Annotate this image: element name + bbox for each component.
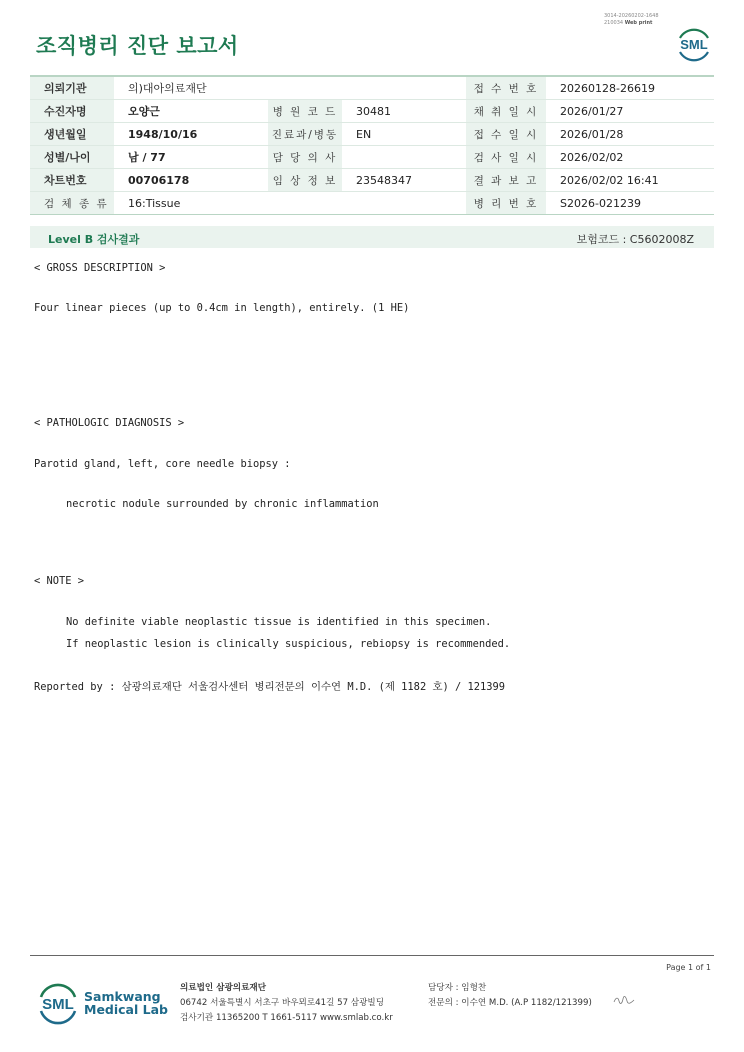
insurance-code: 보험코드 : C5602008Z bbox=[576, 233, 694, 246]
value-patient-name: 오양근 bbox=[114, 100, 268, 123]
note-heading: < NOTE > bbox=[34, 575, 85, 587]
diagnosis-text: necrotic nodule surrounded by chronic inflammation bbox=[66, 498, 379, 510]
print-id bbox=[604, 13, 684, 27]
value-sex-age: 남 / 77 bbox=[114, 146, 268, 169]
label-hospital-code: 병 원 코 드 bbox=[268, 100, 342, 123]
value-clinical-info: 23548347 bbox=[342, 169, 466, 192]
patient-info-table bbox=[30, 75, 714, 215]
reported-by: Reported by : 삼광의료재단 서울검사센터 병리전문의 이수연 M.D. (제 1182 호) / 121399 bbox=[34, 681, 506, 693]
value-result-report: 2026/02/02 16:41 bbox=[546, 169, 714, 192]
footer-staff-block bbox=[428, 981, 592, 1011]
print-id-line1: 3014-20260202-1648 bbox=[604, 13, 659, 19]
signature-icon bbox=[613, 995, 635, 1005]
logo-text: SML bbox=[680, 37, 708, 52]
gross-heading: < GROSS DESCRIPTION > bbox=[34, 262, 166, 274]
label-result-report: 결 과 보 고 bbox=[466, 169, 546, 192]
level-bar bbox=[30, 226, 714, 248]
sml-footer-logo-icon bbox=[36, 981, 80, 1025]
gross-text: Four linear pieces (up to 0.4cm in length), entirely. (1 HE) bbox=[34, 302, 410, 314]
label-chart-number: 차트번호 bbox=[30, 169, 114, 192]
value-collection-date: 2026/01/27 bbox=[546, 100, 714, 123]
value-chart-number: 00706178 bbox=[114, 169, 268, 192]
value-department: EN bbox=[342, 123, 466, 146]
diagnosis-heading: < PATHOLOGIC DIAGNOSIS > bbox=[34, 417, 185, 429]
page-number: Page 1 of 1 bbox=[666, 963, 711, 972]
value-receipt-number: 20260128-26619 bbox=[546, 76, 714, 100]
value-test-date: 2026/02/02 bbox=[546, 146, 714, 169]
brand-line2: Medical Lab bbox=[84, 1002, 168, 1017]
staff1-label: 담당자 : bbox=[428, 983, 459, 993]
report-title: 조직병리 진단 보고서 bbox=[36, 34, 239, 58]
info-row bbox=[30, 123, 714, 146]
footer-org: 의료법인 삼광의료재단 bbox=[180, 983, 267, 993]
label-collection-date: 채 취 일 시 bbox=[466, 100, 546, 123]
diagnosis-site: Parotid gland, left, core needle biopsy : bbox=[34, 458, 291, 470]
info-row bbox=[30, 169, 714, 192]
label-specimen-type: 검 체 종 류 bbox=[30, 192, 114, 215]
info-row bbox=[30, 76, 714, 100]
label-clinical-info: 임 상 정 보 bbox=[268, 169, 342, 192]
staff2-label: 전문의 : bbox=[428, 998, 459, 1008]
label-sex-age: 성별/나이 bbox=[30, 146, 114, 169]
web-print-label: Web print bbox=[624, 20, 653, 26]
value-requesting-org: 의)대아의료재단 bbox=[114, 76, 466, 100]
level-label: Level B 검사결과 bbox=[48, 233, 140, 246]
label-pathology-number: 병 리 번 호 bbox=[466, 192, 546, 215]
info-row bbox=[30, 192, 714, 215]
staff1-value: 임형찬 bbox=[461, 983, 487, 993]
brand-line1: Samkwang bbox=[84, 989, 161, 1004]
value-hospital-code: 30481 bbox=[342, 100, 466, 123]
label-department: 진료과/병동 bbox=[268, 123, 342, 146]
label-patient-name: 수진자명 bbox=[30, 100, 114, 123]
footer-logo-text: SML bbox=[42, 996, 74, 1013]
staff2-value: 이수연 M.D. (A.P 1182/121399) bbox=[461, 998, 592, 1008]
note-line2: If neoplastic lesion is clinically suspicious, rebiopsy is recommended. bbox=[66, 638, 511, 650]
value-pathology-number: S2026-021239 bbox=[546, 192, 714, 215]
label-receipt-number: 접 수 번 호 bbox=[466, 76, 546, 100]
note-line1: No definite viable neoplastic tissue is identified in this specimen. bbox=[66, 616, 492, 628]
value-specimen-type: 16:Tissue bbox=[114, 192, 466, 215]
footer-address-block bbox=[180, 981, 393, 1026]
sml-logo-icon bbox=[674, 24, 714, 64]
label-doctor: 담 당 의 사 bbox=[268, 146, 342, 169]
label-requesting-org: 의뢰기관 bbox=[30, 76, 114, 100]
label-receipt-date: 접 수 일 시 bbox=[466, 123, 546, 146]
info-row bbox=[30, 100, 714, 123]
footer-brand bbox=[84, 990, 168, 1016]
value-doctor bbox=[342, 146, 466, 169]
value-birth-date: 1948/10/16 bbox=[114, 123, 268, 146]
info-row bbox=[30, 146, 714, 169]
label-birth-date: 생년월일 bbox=[30, 123, 114, 146]
value-receipt-date: 2026/01/28 bbox=[546, 123, 714, 146]
footer-contact: 검사기관 11365200 T 1661-5117 www.smlab.co.kr bbox=[180, 1013, 393, 1023]
footer-divider bbox=[30, 955, 714, 956]
print-id-line2: 210034 bbox=[604, 20, 624, 26]
footer-address: 06742 서울특별시 서초구 바우뫼로41길 57 삼광빌딩 bbox=[180, 998, 384, 1008]
label-test-date: 검 사 일 시 bbox=[466, 146, 546, 169]
